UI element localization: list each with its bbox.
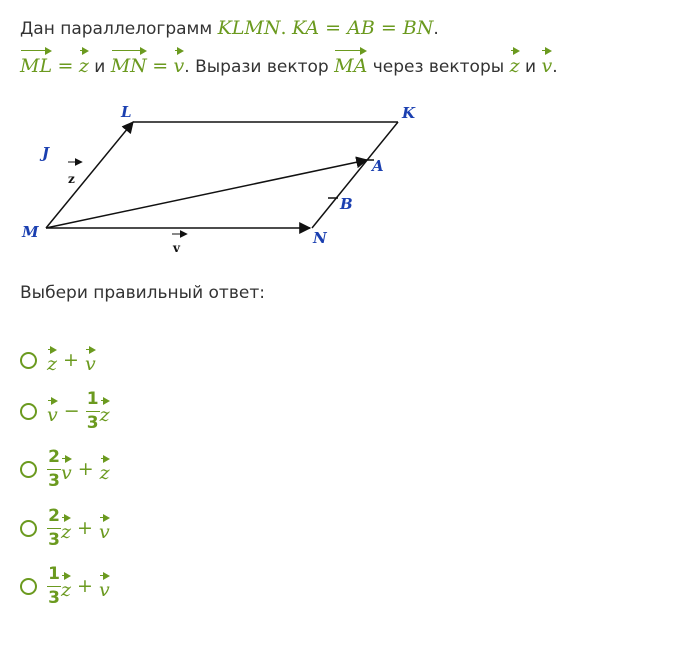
- fraction-numerator: 2: [48, 446, 60, 467]
- answer-option-2[interactable]: [20, 388, 110, 433]
- term-vector: z: [100, 397, 110, 426]
- label-J: J: [42, 144, 50, 162]
- term-vector: v: [85, 346, 96, 375]
- label-N: N: [313, 229, 327, 247]
- option-expression: [47, 448, 110, 491]
- label-z: z: [68, 172, 75, 186]
- task-text: . Вырази вектор: [184, 57, 329, 77]
- answer-option-5[interactable]: [20, 563, 110, 608]
- problem-text: Дан параллелограмм: [20, 19, 213, 39]
- sentence-end-2: .: [552, 57, 558, 77]
- fraction: [47, 565, 61, 608]
- fraction: [47, 507, 61, 550]
- radio-button[interactable]: [20, 352, 37, 369]
- fraction-numerator: 1: [86, 388, 99, 409]
- option-expression: [47, 390, 110, 433]
- sentence-end: .: [433, 19, 439, 39]
- vector-z-2: z: [510, 47, 520, 78]
- radio-button[interactable]: [20, 461, 37, 478]
- label-M: M: [22, 223, 39, 241]
- answer-option-1[interactable]: [20, 340, 96, 380]
- radio-button[interactable]: [20, 403, 37, 420]
- fraction-denominator: 3: [86, 412, 99, 433]
- term-vector: z: [100, 455, 110, 484]
- fraction-denominator: 3: [48, 529, 60, 550]
- term-vector: z: [61, 572, 71, 601]
- vector-v: v: [174, 47, 185, 78]
- and-word-2: и: [525, 57, 537, 77]
- option-expression: [47, 565, 110, 608]
- answer-prompt: Выбери правильный ответ:: [20, 283, 265, 303]
- and-word: и: [94, 57, 106, 77]
- label-A: A: [372, 157, 384, 175]
- term-vector: v: [61, 455, 72, 484]
- fraction: [86, 390, 100, 433]
- operator: +: [77, 458, 94, 480]
- fraction-numerator: 1: [48, 563, 60, 584]
- equals-sign-2: =: [152, 55, 169, 77]
- term-vector: z: [47, 346, 57, 375]
- parallelogram-figure: [0, 0, 694, 270]
- radio-button[interactable]: [20, 520, 37, 537]
- equals-sign: =: [57, 55, 74, 77]
- term-vector: v: [99, 572, 110, 601]
- term-vector: v: [47, 397, 58, 426]
- vector-ML: ML: [20, 47, 52, 78]
- option-expression: [47, 507, 110, 550]
- through-text: через векторы: [372, 57, 505, 77]
- fraction-denominator: 3: [48, 470, 60, 491]
- label-K: K: [402, 104, 416, 122]
- radio-button[interactable]: [20, 578, 37, 595]
- answer-option-3[interactable]: [20, 446, 110, 491]
- operator: +: [77, 517, 93, 539]
- option-expression: [47, 346, 96, 375]
- vector-MA: MA: [334, 47, 367, 78]
- side-KN: [312, 122, 398, 228]
- fraction-denominator: 3: [48, 587, 60, 608]
- fraction: [47, 448, 61, 491]
- label-B: B: [340, 195, 353, 213]
- answer-option-4[interactable]: [20, 505, 110, 550]
- fraction-numerator: 2: [48, 505, 60, 526]
- parallelogram-name: KLMN: [217, 17, 281, 39]
- label-L: L: [121, 103, 132, 121]
- term-vector: v: [99, 514, 110, 543]
- operator: +: [77, 575, 93, 597]
- operator: −: [63, 400, 80, 422]
- term-vector: z: [61, 514, 71, 543]
- vector-v-2: v: [541, 47, 552, 78]
- operator: +: [63, 349, 79, 371]
- segment-equality: KA = AB = BN: [291, 17, 434, 39]
- vector-MN: MN: [111, 47, 147, 78]
- math-separator: .: [280, 17, 287, 39]
- label-v: v: [173, 241, 180, 255]
- vector-z: z: [79, 47, 89, 78]
